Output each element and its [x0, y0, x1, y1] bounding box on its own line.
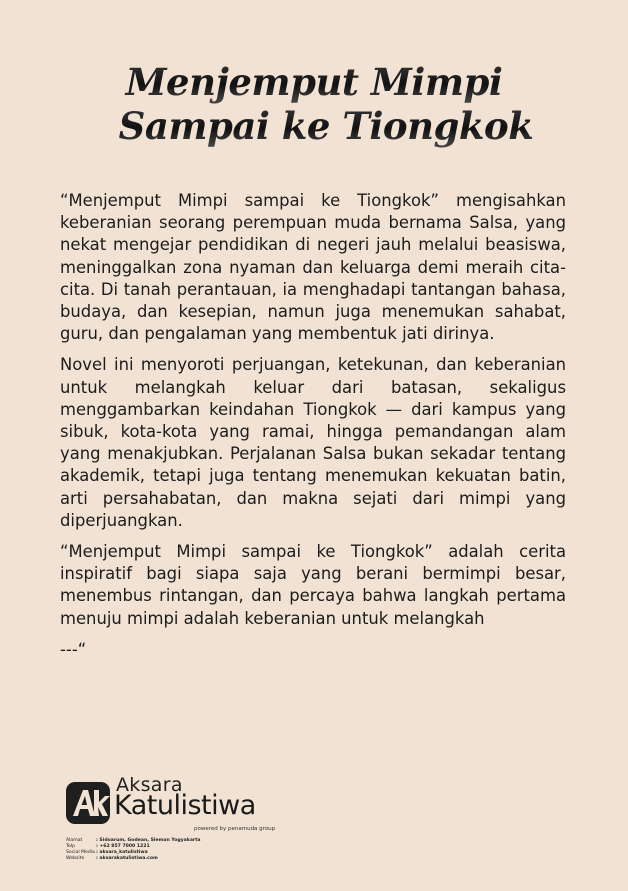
publisher-logo-icon [64, 780, 112, 826]
synopsis [60, 190, 566, 661]
book-title [0, 60, 628, 148]
contact-value: : aksara_katulistiwa [96, 850, 148, 855]
contact-row-website [66, 856, 201, 862]
contact-label: Alamat [66, 838, 83, 843]
contact-label: Telp [66, 844, 76, 849]
contact-label: Social Media [66, 850, 95, 855]
contact-info [66, 838, 201, 862]
publisher-name-main: Katulistiwa [114, 790, 256, 821]
synopsis-paragraph-2: Novel ini menyoroti perjuangan, ketekunan, dan keberanian untuk melangkah keluar dari batasan, sekaligus menggambarkan keindahan Tiongkok — dari kampus yang sibuk, kota-kota yang ramai, hingga pemandangan alam yang menakjubkan. Perjalanan Salsa bukan sekadar tentang akademik, tetapi juga tentang menemukan kekuatan batin, arti persahabatan, dan makna sejati dari mimpi yang diperjuangkan. [60, 355, 566, 530]
book-title-line-1: Menjemput Mimpi [0, 60, 628, 104]
closing-mark: ---“ [60, 639, 87, 659]
publisher-name-top: Aksara [116, 774, 183, 796]
contact-value: : Sidoarum, Godean, Sleman Yogyakarta [96, 838, 201, 843]
contact-value: : aksarakatulistiwa.com [96, 856, 158, 861]
synopsis-paragraph-1: “Menjemput Mimpi sampai ke Tiongkok” mengisahkan keberanian seorang perempuan muda bernama Salsa, yang nekat mengejar pendidikan di negeri jauh melalui beasiswa, meninggalkan zona nyaman dan keluarga demi meraih cita-cita. Di tanah perantauan, ia menghadapi tantangan bahasa, budaya, dan kesepian, namun juga menemukan sahabat, guru, dan pengalaman yang membentuk jati dirinya. [60, 191, 566, 344]
contact-label: Website [66, 856, 85, 861]
publisher-logo [64, 770, 294, 840]
publisher-powered-by: powered by penamuda group [194, 826, 276, 832]
synopsis-paragraph-3: “Menjemput Mimpi sampai ke Tiongkok” adalah cerita inspiratif bagi siapa saja yang berani bermimpi besar, menembus rintangan, dan percaya bahwa langkah pertama menuju mimpi adalah keberanian untuk melangkah [60, 542, 566, 628]
book-title-line-2: Sampai ke Tiongkok [24, 104, 628, 148]
contact-value: : +62 857 7000 1221 [96, 844, 150, 849]
